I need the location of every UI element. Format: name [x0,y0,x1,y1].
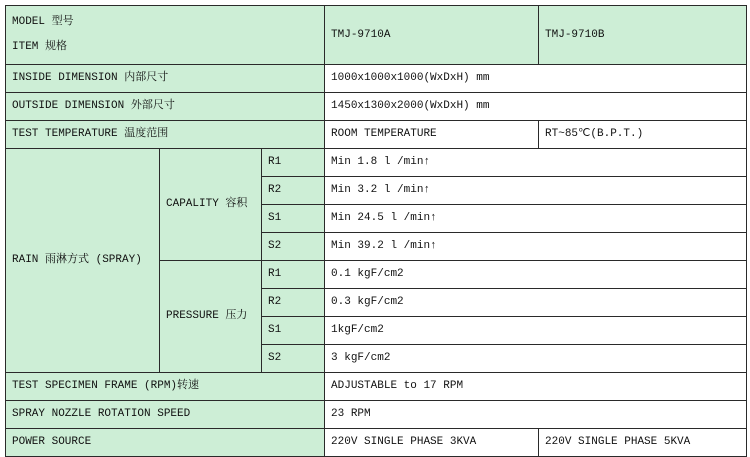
specimen-frame-value: ADJUSTABLE to 17 RPM [325,373,747,401]
spec-table [5,5,747,457]
specimen-frame-row [6,373,747,401]
test-temperature-value-b: RT~85℃(B.P.T.) [539,121,747,149]
pressure-code: S1 [262,317,325,345]
pressure-value: 1kgF/cm2 [325,317,747,345]
capacity-code: R2 [262,177,325,205]
outside-dimension-value: 1450x1300x2000(WxDxH) mm [325,93,747,121]
power-source-value-b: 220V SINGLE PHASE 5KVA [539,429,747,457]
model-b-cell: TMJ-9710B [539,6,747,65]
model-a-cell: TMJ-9710A [325,6,539,65]
pressure-code: S2 [262,345,325,373]
pressure-code: R2 [262,289,325,317]
nozzle-rotation-row [6,401,747,429]
inside-dimension-label: INSIDE DIMENSION 内部尺寸 [6,65,325,93]
model-label: MODEL 型号 [12,16,74,28]
test-temperature-row [6,121,747,149]
rain-capacity-row [6,149,747,177]
capacity-value: Min 39.2 l /min↑ [325,233,747,261]
power-source-value-a: 220V SINGLE PHASE 3KVA [325,429,539,457]
inside-dimension-value: 1000x1000x1000(WxDxH) mm [325,65,747,93]
model-row [6,6,747,65]
nozzle-rotation-label: SPRAY NOZZLE ROTATION SPEED [6,401,325,429]
capacity-value: Min 24.5 l /min↑ [325,205,747,233]
inside-dimension-row [6,65,747,93]
pressure-value: 0.3 kgF/cm2 [325,289,747,317]
outside-dimension-label: OUTSIDE DIMENSION 外部尺寸 [6,93,325,121]
pressure-value: 3 kgF/cm2 [325,345,747,373]
pressure-label: PRESSURE 压力 [160,261,262,373]
nozzle-rotation-value: 23 RPM [325,401,747,429]
pressure-value: 0.1 kgF/cm2 [325,261,747,289]
capacity-label: CAPALITY 容积 [160,149,262,261]
test-temperature-label: TEST TEMPERATURE 温度范围 [6,121,325,149]
capacity-code: S1 [262,205,325,233]
capacity-value: Min 1.8 l /min↑ [325,149,747,177]
test-temperature-value-a: ROOM TEMPERATURE [325,121,539,149]
pressure-code: R1 [262,261,325,289]
power-source-label: POWER SOURCE [6,429,325,457]
item-label: ITEM 规格 [12,41,68,53]
outside-dimension-row [6,93,747,121]
capacity-code: R1 [262,149,325,177]
power-source-row [6,429,747,457]
capacity-value: Min 3.2 l /min↑ [325,177,747,205]
capacity-code: S2 [262,233,325,261]
model-item-header [6,6,325,65]
specimen-frame-label: TEST SPECIMEN FRAME (RPM)转速 [6,373,325,401]
rain-label: RAIN 雨淋方式 (SPRAY) [6,149,160,373]
